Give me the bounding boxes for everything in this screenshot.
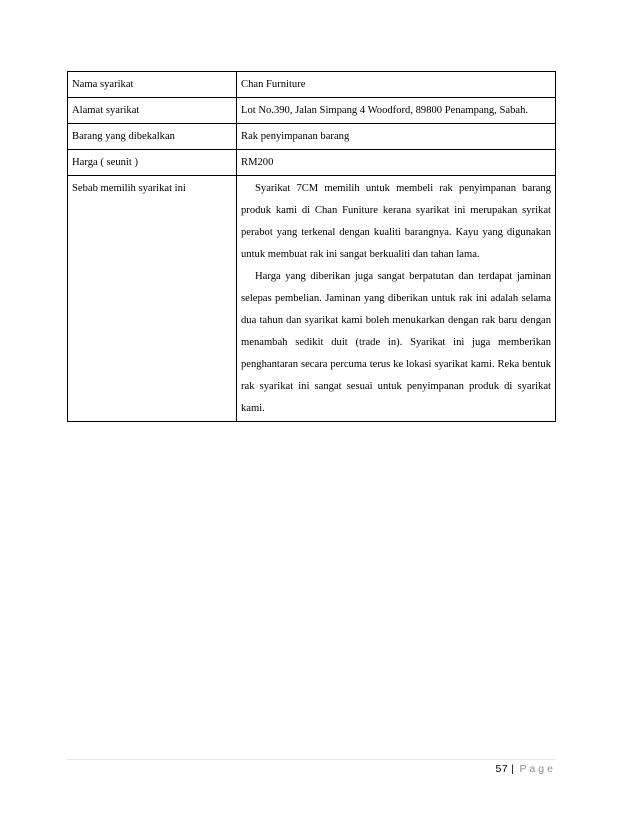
reason-cell	[237, 176, 556, 422]
table-row	[68, 176, 556, 422]
row-value: Chan Furniture	[237, 72, 556, 98]
page-footer	[496, 763, 556, 775]
row-value: Rak penyimpanan barang	[237, 124, 556, 150]
row-label: Barang yang dibekalkan	[68, 124, 237, 150]
company-info-table	[67, 71, 556, 422]
row-value: Lot No.390, Jalan Simpang 4 Woodford, 89800 Penampang, Sabah.	[237, 98, 556, 124]
reason-paragraph: Syarikat 7CM memilih untuk membeli rak penyimpanan barang produk kami di Chan Funiture kerana syarikat ini merupakan syrikat perabot yang terkenal dengan kualiti barangnya. Kayu yang digunakan untuk membuat rak ini sangat berkualiti dan tahan lama.	[241, 183, 551, 260]
table-row	[68, 98, 556, 124]
footer-divider	[67, 759, 556, 760]
table-row	[68, 124, 556, 150]
page-word: Page	[519, 763, 556, 775]
page-number: 57	[495, 763, 509, 775]
row-value: RM200	[237, 150, 556, 176]
row-label: Harga ( seunit )	[68, 150, 237, 176]
row-label: Sebab memilih syarikat ini	[68, 176, 237, 422]
footer-separator: |	[511, 763, 515, 775]
row-label: Nama syarikat	[68, 72, 237, 98]
reason-paragraph: Harga yang diberikan juga sangat berpatutan dan terdapat jaminan selepas pembelian. Jaminan yang diberikan untuk rak ini adalah selama dua tahun dan syarikat kami boleh menukarkan dengan rak baru dengan menambah sedikit duit (trade in). Syarikat ini juga memberikan penghantaran secara percuma terus ke lokasi syarikat kami. Reka bentuk rak syarikat ini sangat sesuai untuk penyimpanan produk di syarikat kami.	[241, 271, 551, 414]
table-row	[68, 150, 556, 176]
row-label: Alamat syarikat	[68, 98, 237, 124]
table-row	[68, 72, 556, 98]
